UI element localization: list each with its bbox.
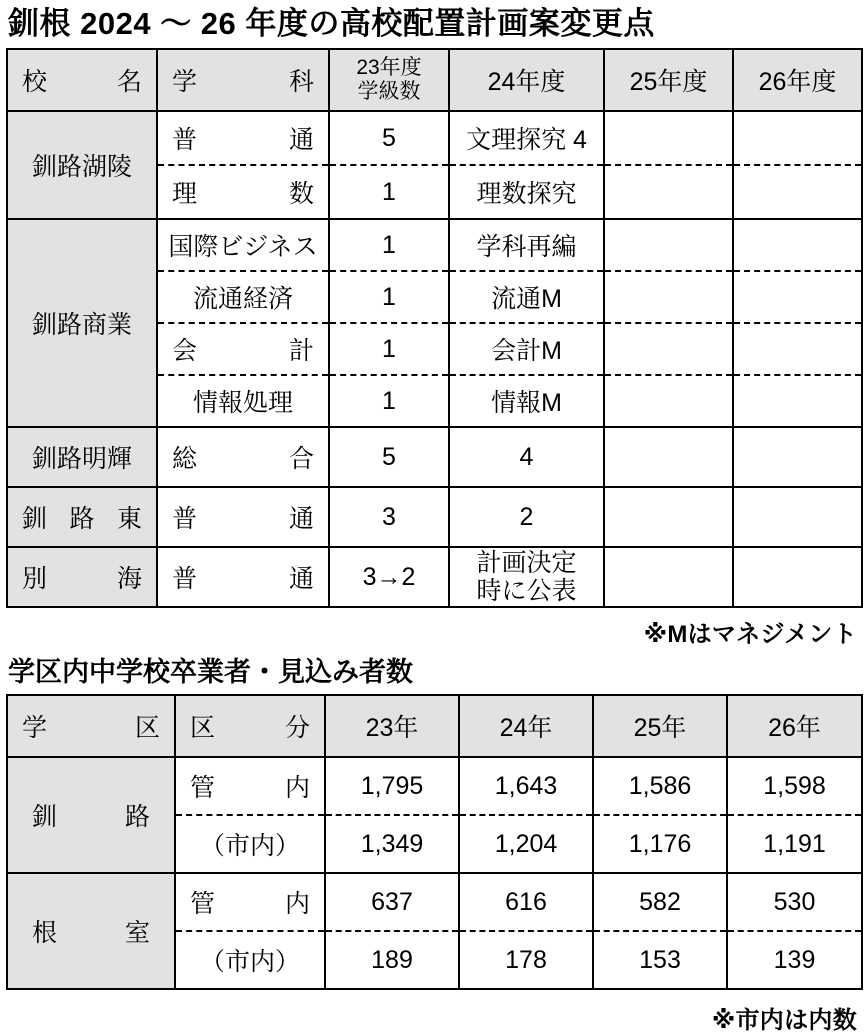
table1-header-2025: 25年度 — [604, 49, 733, 111]
table1-subject-ryutsu-keizai: 流通経済 — [157, 271, 329, 323]
table1-subject-joho-shori: 情報処理 — [157, 375, 329, 427]
table2-district-nemuro: 根 室 — [7, 873, 175, 989]
table1-classes-9: 3→2 — [329, 547, 449, 607]
table1-subject-futsu-1: 普 通 — [157, 111, 329, 165]
table1-y24-1: 文理探究 4 — [449, 111, 604, 165]
table1-school-meiki: 釧路明輝 — [7, 427, 157, 487]
table2-kushiro-shinai-2025: 1,176 — [593, 815, 727, 873]
table2-nemuro-kannai-2024: 616 — [459, 873, 593, 931]
table1-y26-5 — [733, 323, 862, 375]
table1-subject-futsu-3: 普 通 — [157, 547, 329, 607]
table1-classes-5: 1 — [329, 323, 449, 375]
table1-subject-risu: 理 数 — [157, 165, 329, 219]
table1-y26-7 — [733, 427, 862, 487]
table2-kind-shinai-1: （市内） — [175, 815, 325, 873]
table1-y26-9 — [733, 547, 862, 607]
table1-y24-6: 情報M — [449, 375, 604, 427]
table-row — [7, 757, 862, 815]
table1-school-shogyo: 釧路商業 — [7, 219, 157, 427]
table1-y26-4 — [733, 271, 862, 323]
table-row — [7, 219, 862, 271]
table2-header-2026: 26年 — [727, 695, 862, 757]
table1-y26-1 — [733, 111, 862, 165]
table-row — [7, 427, 862, 487]
table2-nemuro-shinai-2023: 189 — [325, 931, 459, 989]
table1-header-row — [7, 49, 862, 111]
table-row — [7, 111, 862, 165]
table2-header-2025: 25年 — [593, 695, 727, 757]
table2-kushiro-shinai-2023: 1,349 — [325, 815, 459, 873]
table2-nemuro-kannai-2026: 530 — [727, 873, 862, 931]
table2-kind-kannai-2: 管 内 — [175, 873, 325, 931]
table1-y25-2 — [604, 165, 733, 219]
table1-title: 釧根 2024 ～ 26 年度の高校配置計画案変更点 — [8, 6, 655, 41]
table2-kushiro-kannai-2023: 1,795 — [325, 757, 459, 815]
table1-school-koryo: 釧路湖陵 — [7, 111, 157, 219]
table2-nemuro-shinai-2024: 178 — [459, 931, 593, 989]
table1-header-classes-2023: 23年度 学級数 — [329, 49, 449, 111]
table1-y26-2 — [733, 165, 862, 219]
table1-y25-9 — [604, 547, 733, 607]
table2-nemuro-shinai-2026: 139 — [727, 931, 862, 989]
table1-y26-3 — [733, 219, 862, 271]
table2-nemuro-shinai-2025: 153 — [593, 931, 727, 989]
table-row — [7, 873, 862, 931]
table2-kushiro-shinai-2024: 1,204 — [459, 815, 593, 873]
table2-header-kind: 区 分 — [175, 695, 325, 757]
table1-subject-sogo: 総 合 — [157, 427, 329, 487]
table1-y24-8: 2 — [449, 487, 604, 547]
table2-title: 学区内中学校卒業者・見込み者数 — [8, 657, 413, 687]
table1-subject-kokusai-business: 国際ビジネス — [157, 219, 329, 271]
table1-y25-3 — [604, 219, 733, 271]
table1-classes-1: 5 — [329, 111, 449, 165]
table1-y25-7 — [604, 427, 733, 487]
table1-y25-8 — [604, 487, 733, 547]
table1-header-school: 校 名 — [7, 49, 157, 111]
table2-kushiro-kannai-2025: 1,586 — [593, 757, 727, 815]
table2-kushiro-kannai-2024: 1,643 — [459, 757, 593, 815]
table2-district-kushiro: 釧 路 — [7, 757, 175, 873]
table1-footnote: ※Mはマネジメント — [643, 621, 857, 648]
table1-y24-3: 学科再編 — [449, 219, 604, 271]
table2-kind-shinai-2: （市内） — [175, 931, 325, 989]
table1-classes-3: 1 — [329, 219, 449, 271]
table2-header-2024: 24年 — [459, 695, 593, 757]
table1-classes-6: 1 — [329, 375, 449, 427]
table1-subject-futsu-2: 普 通 — [157, 487, 329, 547]
table1-header-2024: 24年度 — [449, 49, 604, 111]
table1-y24-4: 流通M — [449, 271, 604, 323]
table1-school-betsukai: 別海 — [7, 547, 157, 607]
table2-footnote: ※市内は内数 — [711, 1007, 857, 1034]
table1-y25-5 — [604, 323, 733, 375]
table1-y25-6 — [604, 375, 733, 427]
junior-high-graduates-table — [6, 694, 863, 990]
table1-classes-4: 1 — [329, 271, 449, 323]
table1-header-subject: 学 科 — [157, 49, 329, 111]
table1-y25-4 — [604, 271, 733, 323]
table2-nemuro-kannai-2025: 582 — [593, 873, 727, 931]
table-row — [7, 487, 862, 547]
table1-subject-kaikei: 会 計 — [157, 323, 329, 375]
high-school-placement-plan-table — [6, 48, 863, 608]
table2-header-district: 学 区 — [7, 695, 175, 757]
table1-y24-5: 会計M — [449, 323, 604, 375]
table1-y26-6 — [733, 375, 862, 427]
table2-kushiro-shinai-2026: 1,191 — [727, 815, 862, 873]
table1-classes-8: 3 — [329, 487, 449, 547]
table1-school-higashi: 釧路東 — [7, 487, 157, 547]
table2-header-row — [7, 695, 862, 757]
table2-header-2023: 23年 — [325, 695, 459, 757]
table1-header-2026: 26年度 — [733, 49, 862, 111]
table2-kind-kannai-1: 管 内 — [175, 757, 325, 815]
table1-y26-8 — [733, 487, 862, 547]
table-row — [7, 547, 862, 607]
table1-y24-9: 計画決定 時に公表 — [449, 547, 604, 607]
table1-y24-2: 理数探究 — [449, 165, 604, 219]
table2-kushiro-kannai-2026: 1,598 — [727, 757, 862, 815]
table1-classes-7: 5 — [329, 427, 449, 487]
table2-nemuro-kannai-2023: 637 — [325, 873, 459, 931]
table1-classes-2: 1 — [329, 165, 449, 219]
table1-y24-7: 4 — [449, 427, 604, 487]
table1-y25-1 — [604, 111, 733, 165]
